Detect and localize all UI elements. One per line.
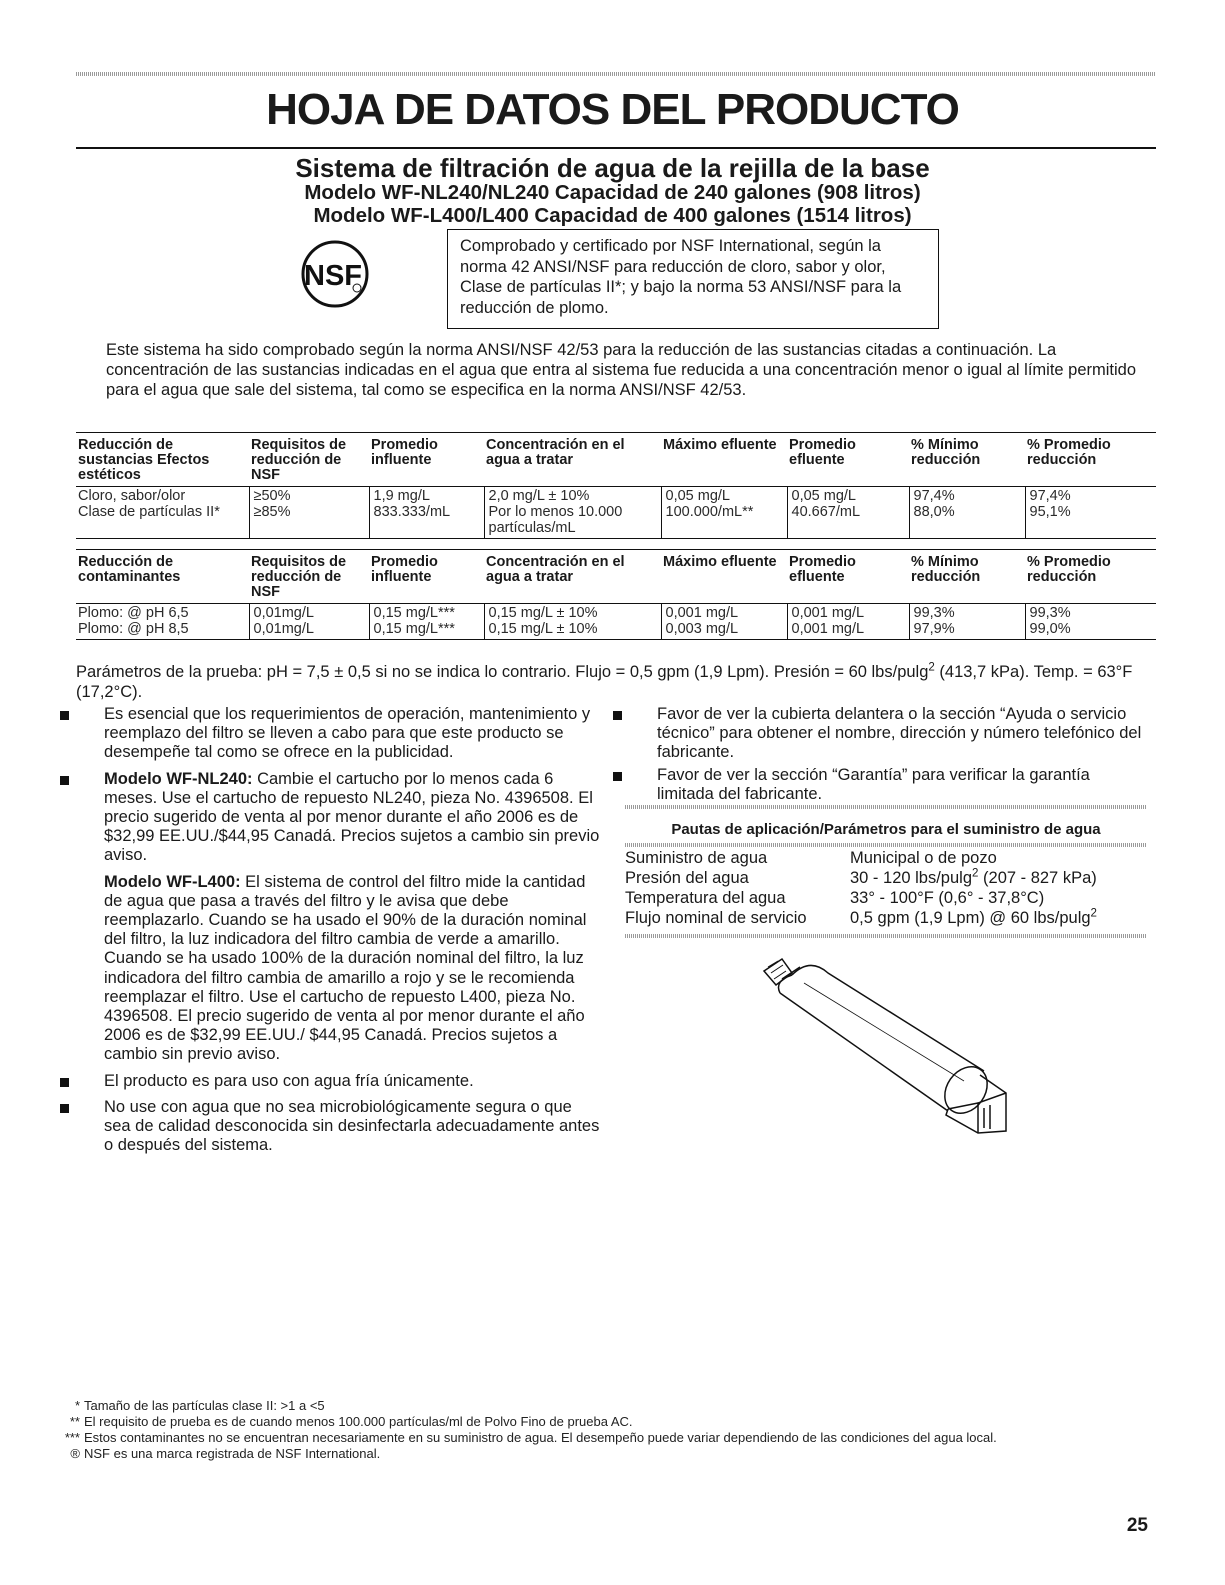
column-header: Concentración en el agua a tratar: [486, 437, 625, 468]
footnote: [58, 1398, 1158, 1414]
left-column: [60, 705, 600, 1162]
guideline-value: [850, 848, 1147, 868]
test-parameters-text: Parámetros de la prueba: pH = 7,5 ± 0,5 si no se indica lo contrario. Flujo = 0,5 gpm (1,9 Lpm). Presión = 60 lbs/pulg: [76, 663, 929, 681]
table-cell: ≥50% ≥85%: [249, 487, 369, 539]
table-row: [625, 868, 1147, 888]
guideline-label: Suministro de agua: [625, 849, 768, 867]
footnote: [58, 1430, 1158, 1446]
guideline-value-text: 0,5 gpm (1,9 Lpm) @ 60 lbs/pulg: [850, 909, 1091, 927]
table-cell: 0,05 mg/L 40.667/mL: [787, 487, 909, 539]
guideline-value: [850, 908, 1147, 928]
guideline-mid-rule: [625, 843, 1147, 847]
bullet-item: El producto es para uso con agua fría únicamente.: [60, 1072, 600, 1091]
guideline-value-text: 30 - 120 lbs/pulg: [850, 869, 973, 887]
bullet-item: No use con agua que no sea microbiológicamente segura o que sea de calidad desconocida sin desinfectarla adecuadamente antes o después del sistema.: [60, 1098, 600, 1156]
column-header: Promedio efluente: [789, 437, 856, 468]
table-cell: 0,15 mg/L ± 10% 0,15 mg/L ± 10%: [484, 604, 661, 640]
table-header-row: [76, 433, 1156, 487]
guideline-label: Presión del agua: [625, 869, 749, 887]
superscript: 2: [972, 867, 979, 880]
guideline-top-rule: [625, 805, 1147, 809]
bullet-item: [60, 770, 600, 866]
table-cell: 0,001 mg/L 0,003 mg/L: [661, 604, 787, 640]
model-name: Modelo WF-L400:: [104, 872, 241, 891]
paragraph-text: El sistema de control del filtro mide la cantidad de agua que pasa a través del filtro y le avisa que debe reemplazarlo. Cuando se ha usado el 90% de la duración nominal del filtro, la luz indicadora del filtro cambia de verde a amarillo. Cuando se ha usado 100% de la duración nominal del filtro, la luz indicadora del filtro cambia de amarillo a rojo y se le recomienda reemplazar el filtro. Use el cartucho de repuesto L400, pieza No. 4396508. El precio sugerido de venta al por menor durante el año 2006 es de $32,99 EE.UU./ $44,95 Canadá. Precios sujetos a cambio sin previo aviso.: [104, 872, 587, 1064]
bullet-text: Cambie el cartucho por lo menos cada 6 meses. Use el cartucho de repuesto NL240, pieza No. 4396508. El precio sugerido de venta al por menor durante el año 2006 es de $32,99 EE.UU./$44,95 Canadá. Precios sujetos a cambio sin previo aviso.: [104, 769, 600, 865]
column-header: Máximo efluente: [663, 554, 777, 570]
footnote-mark: ***: [64, 1430, 80, 1445]
top-hatched-rule: [76, 72, 1156, 76]
footnote-text: NSF es una marca registrada de NSF International.: [84, 1446, 381, 1461]
table-row: [625, 908, 1147, 928]
table-cell: 99,3% 97,9%: [909, 604, 1025, 640]
column-header: % Mínimo reducción: [911, 437, 981, 468]
column-header: Promedio efluente: [789, 554, 856, 585]
footnote-mark: ®: [70, 1446, 80, 1461]
guideline-label: Temperatura del agua: [625, 889, 786, 907]
column-header: Promedio influente: [371, 437, 438, 468]
column-header: Reducción de contaminantes: [78, 554, 181, 585]
table-row: [76, 487, 1156, 539]
column-header: Reducción de sustancias Efectos estéticos: [78, 437, 210, 483]
table-cell: Cloro, sabor/olor Clase de partículas II*: [76, 487, 249, 539]
column-header: % Mínimo reducción: [911, 554, 981, 585]
column-header: Requisitos de reducción de NSF: [251, 437, 347, 483]
table-cell: 0,05 mg/L 100.000/mL**: [661, 487, 787, 539]
footnote-text: El requisito de prueba es de cuando menos 100.000 partículas/ml de Polvo Fino de prueba AC.: [84, 1414, 633, 1429]
nsf-logo: [300, 239, 370, 309]
model-line-nl240: Modelo WF-NL240/NL240 Capacidad de 240 galones (908 litros): [304, 181, 921, 204]
title-underline: [76, 147, 1156, 149]
table-cell: 0,01mg/L 0,01mg/L: [249, 604, 369, 640]
footnote-text: Estos contaminantes no se encuentran necesariamente en su suministro de agua. El desempeño puede variar dependiendo de las condiciones del agua local.: [84, 1430, 997, 1445]
footnotes: [58, 1398, 1158, 1462]
footnote-mark: **: [69, 1414, 80, 1429]
page-title: HOJA DE DATOS DEL PRODUCTO: [266, 85, 959, 134]
table-cell: 2,0 mg/L ± 10% Por lo menos 10.000 partículas/mL: [484, 487, 661, 539]
table-header-row: [76, 550, 1156, 604]
right-column: [613, 705, 1148, 811]
bullet-item: Favor de ver la cubierta delantera o la sección “Ayuda o servicio técnico” para obtener el nombre, dirección y número telefónico del fabricante.: [613, 705, 1148, 763]
guideline-value-tail: (207 - 827 kPa): [978, 869, 1097, 887]
water-supply-guidelines-table: [625, 848, 1147, 928]
table-row: [625, 888, 1147, 908]
model-line-l400: Modelo WF-L400/L400 Capacidad de 400 galones (1514 litros): [313, 204, 912, 227]
column-header: % Promedio reducción: [1027, 437, 1111, 468]
guideline-value-text: Municipal o de pozo: [850, 849, 997, 867]
contaminants-table: [76, 549, 1156, 640]
footnote: [58, 1414, 1158, 1430]
bullet-item: Favor de ver la sección “Garantía” para verificar la garantía limitada del fabricante.: [613, 766, 1148, 804]
indented-paragraph: [60, 873, 600, 1065]
page-number: 25: [1126, 1515, 1148, 1536]
column-header: Promedio influente: [371, 554, 438, 585]
footnote-text: Tamaño de las partículas clase II: >1 a <5: [84, 1398, 325, 1413]
guideline-bottom-rule: [625, 934, 1147, 938]
certification-box: Comprobado y certificado por NSF International, según la norma 42 ANSI/NSF para reducción de cloro, sabor y olor, Clase de partículas II*; y bajo la norma 53 ANSI/NSF para la reducción de plomo.: [447, 229, 939, 329]
guideline-value: [850, 868, 1147, 888]
test-parameters-tail: (413,7 kPa). Temp. = 63°F (17,2°C).: [76, 663, 1133, 701]
nsf-logo-text: NSF: [304, 260, 362, 292]
column-header: Máximo efluente: [663, 437, 777, 453]
table-cell: 0,15 mg/L*** 0,15 mg/L***: [369, 604, 484, 640]
table-cell: 99,3% 99,0%: [1025, 604, 1156, 640]
table-cell: 0,001 mg/L 0,001 mg/L: [787, 604, 909, 640]
superscript: 2: [928, 661, 935, 674]
guideline-label: Flujo nominal de servicio: [625, 909, 807, 927]
intro-paragraph: Este sistema ha sido comprobado según la norma ANSI/NSF 42/53 para la reducción de las sustancias citadas a continuación. La concentración de las sustancias indicadas en el agua que entra al sistema fue reducida a una concentración menor o igual al límite permitido para el agua que sale del sistema, tal como se especifica en la norma ANSI/NSF 42/53.: [106, 341, 1137, 399]
footnote: [58, 1446, 1158, 1462]
bullet-item: Es esencial que los requerimientos de operación, mantenimiento y reemplazo del filtro se lleven a cabo para que este producto se desempeñe tal como se ofrece en la publicidad.: [60, 705, 600, 763]
table-cell: 1,9 mg/L 833.333/mL: [369, 487, 484, 539]
table-cell: 97,4% 95,1%: [1025, 487, 1156, 539]
model-name: Modelo WF-NL240:: [104, 769, 253, 788]
table-row: [625, 848, 1147, 868]
column-header: Concentración en el agua a tratar: [486, 554, 625, 585]
superscript: 2: [1090, 907, 1097, 920]
table-cell: Plomo: @ pH 6,5 Plomo: @ pH 8,5: [76, 604, 249, 640]
aesthetic-effects-table: [76, 432, 1156, 539]
guideline-value: [850, 888, 1147, 908]
test-parameters: [76, 662, 1156, 702]
guidelines-title: Pautas de aplicación/Parámetros para el suministro de agua: [671, 821, 1101, 838]
footnote-mark: *: [74, 1398, 80, 1413]
table-cell: 97,4% 88,0%: [909, 487, 1025, 539]
guideline-value-text: 33° - 100°F (0,6° - 37,8°C): [850, 889, 1045, 907]
filter-cartridge-illustration: [752, 953, 1010, 1138]
column-header: Requisitos de reducción de NSF: [251, 554, 347, 600]
product-subtitle: Sistema de filtración de agua de la rejilla de la base: [295, 153, 930, 183]
table-row: [76, 604, 1156, 640]
column-header: % Promedio reducción: [1027, 554, 1111, 585]
